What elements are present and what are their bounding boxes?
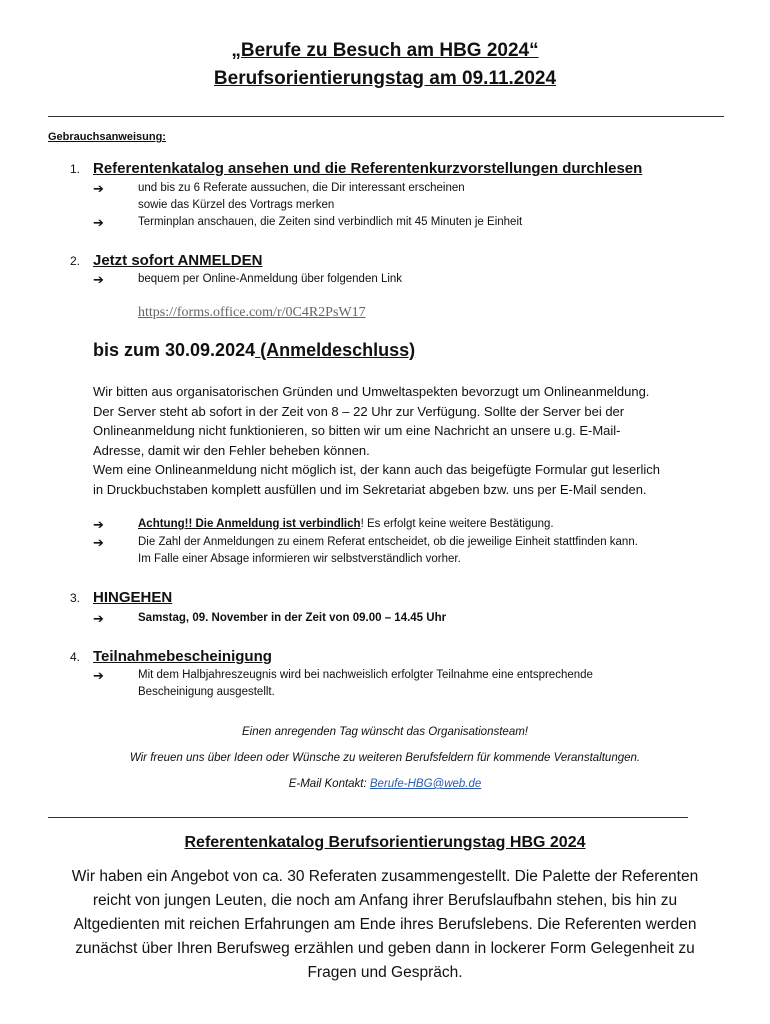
arrow-right-icon: ➔	[93, 215, 104, 230]
closing-greeting: Einen anregenden Tag wünscht das Organisationsteam!	[242, 726, 528, 738]
arrow-right-icon: ➔	[93, 668, 104, 683]
section-title: Referentenkatalog ansehen und die Referentenkurzvorstellungen durchlesen	[93, 160, 643, 177]
arrow-right-icon: ➔	[93, 611, 104, 626]
bullet-text: Die Zahl der Anmeldungen zu einem Referat entscheidet, ob die jeweilige Einheit stattfinden kann. Im Falle einer Absage informieren wir selbstverständlich vorher.	[138, 536, 638, 565]
section-number: 4.	[70, 650, 81, 664]
usage-heading: Gebrauchsanweisung:	[48, 131, 166, 143]
registration-info-paragraph: Wir bitten aus organisatorischen Gründen und Umweltaspekten bevorzugt um Onlineanmeldung. Der Server steht ab sofort in der Zeit von 8 – 22 Uhr zur Verfügung. Sollte der Server bei der Onlineanmeldung nicht funktionieren, so bitten wir um eine Nachricht an unsere u.g. E-Mail- Adresse, damit wir den Fehler beheben können. Wem eine Onlineanmeldung nicht möglich ist, der kann auch das beigefügte Formular gut leserlich in Druckbuchstaben komplett ausfüllen und im Sekretariat abgeben bzw. uns per E-Mail senden.	[93, 384, 661, 497]
section-number: 2.	[70, 254, 81, 268]
contact-email-link[interactable]: Berufe-HBG@web.de	[369, 778, 482, 790]
top-divider	[48, 116, 724, 117]
closing-feedback: Wir freuen uns über Ideen oder Wünsche zu weiteren Berufsfeldern für kommende Veranstaltungen.	[129, 752, 641, 764]
bullet-text: und bis zu 6 Referate aussuchen, die Dir interessant erscheinen sowie das Kürzel des Vortrags merken	[138, 182, 465, 211]
bullet-text: Achtung!! Die Anmeldung ist verbindlich! Es erfolgt keine weitere Bestätigung.	[138, 518, 554, 530]
section-title: HINGEHEN	[93, 589, 173, 606]
section-title: Jetzt sofort ANMELDEN	[93, 252, 263, 269]
arrow-right-icon: ➔	[93, 272, 104, 287]
registration-link[interactable]: https://forms.office.com/r/0C4R2PsW17	[138, 305, 366, 320]
document-title-line2: Berufsorientierungstag am 09.11.2024	[213, 68, 557, 89]
arrow-right-icon: ➔	[93, 517, 104, 532]
section-title: Teilnahmebescheinigung	[93, 648, 272, 665]
bullet-text: Mit dem Halbjahreszeugnis wird bei nachweislich erfolgter Teilnahme eine entsprechende Bescheinigung ausgestellt.	[138, 669, 593, 698]
document-title-line1: „Berufe zu Besuch am HBG 2024“	[231, 40, 539, 61]
section-number: 1.	[70, 162, 81, 176]
catalog-title: Referentenkatalog Berufsorientierungstag HBG 2024	[184, 834, 586, 851]
arrow-right-icon: ➔	[93, 181, 104, 196]
bullet-text: Terminplan anschauen, die Zeiten sind verbindlich mit 45 Minuten je Einheit	[138, 216, 523, 228]
bullet-text: Samstag, 09. November in der Zeit von 09.00 – 14.45 Uhr	[138, 612, 447, 624]
middle-divider	[48, 817, 688, 818]
deadline-text: bis zum 30.09.2024 (Anmeldeschluss)	[93, 340, 416, 360]
catalog-intro-paragraph: Wir haben ein Angebot von ca. 30 Referaten zusammengestellt. Die Palette der Referenten reicht von jungen Leuten, die noch am Anfang ihrer Berufslaufbahn stehen, bis hin zu Altgedienten mit reichen Erfahrungen am Ende ihres Berufslebens. Die Referenten werden zunächst über Ihren Berufsweg erzählen und geben dann in lockerer Form Gelegenheit zu Fragen und Gespräch.	[71, 868, 699, 981]
contact-line: E-Mail Kontakt: Berufe-HBG@web.de	[288, 778, 482, 790]
section-number: 3.	[70, 591, 81, 605]
bullet-text: bequem per Online-Anmeldung über folgenden Link	[138, 273, 403, 285]
arrow-right-icon: ➔	[93, 535, 104, 550]
